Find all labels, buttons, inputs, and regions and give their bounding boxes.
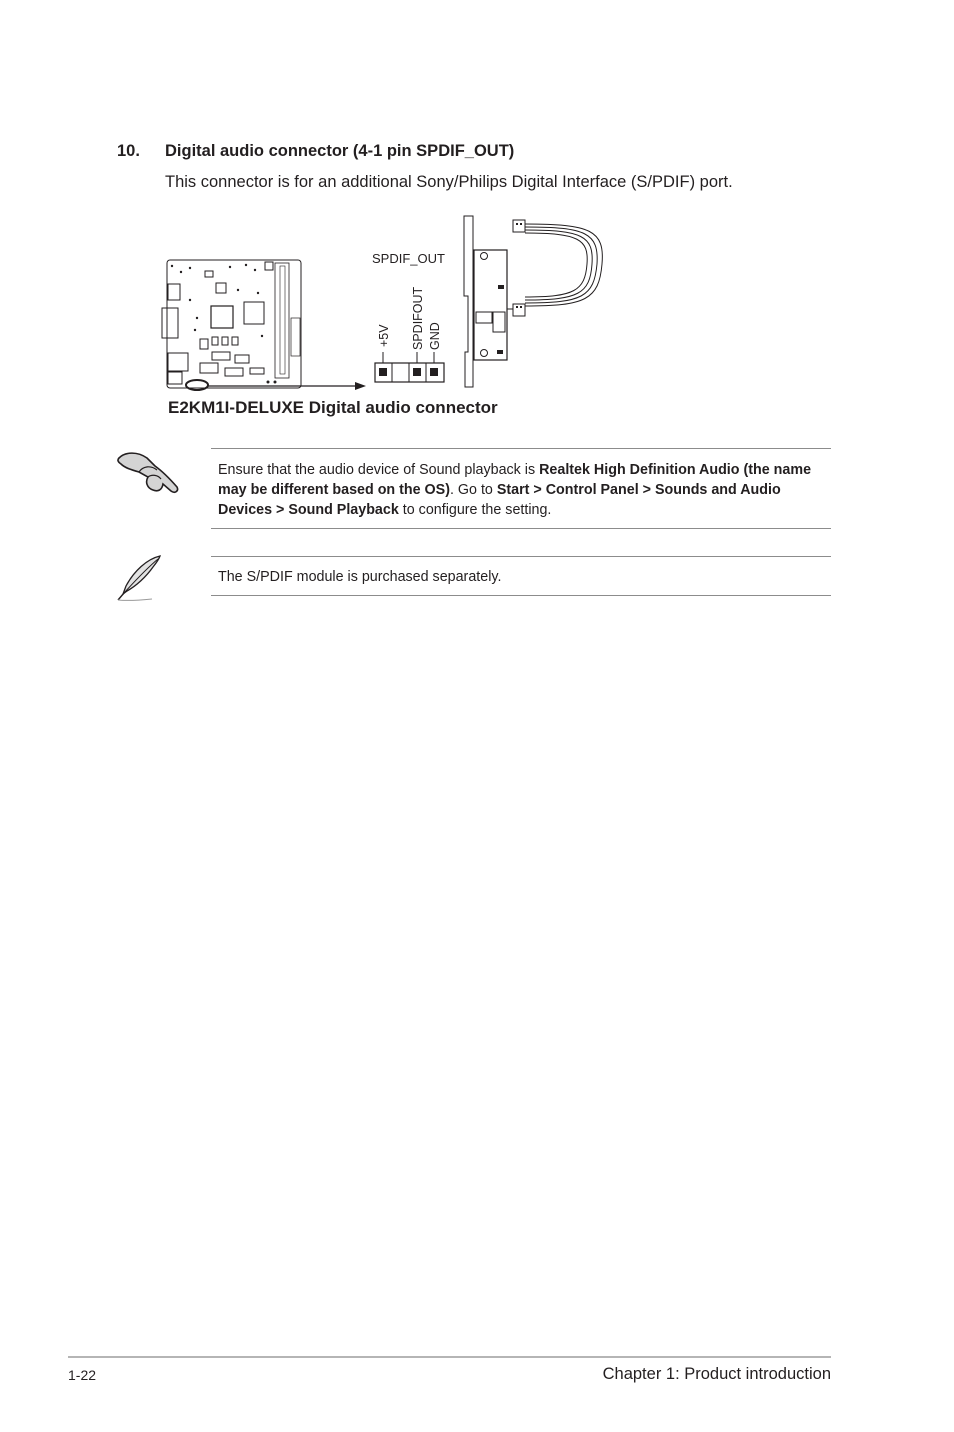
spdif-module-illustration — [464, 216, 602, 387]
caution-text-end: to configure the setting. — [398, 502, 552, 518]
info-top-rule — [211, 556, 831, 557]
caution-note-text — [218, 460, 818, 520]
note-top-rule — [211, 448, 831, 449]
module-details — [497, 223, 522, 354]
spdif-connector-label: SPDIF_OUT — [372, 251, 445, 266]
chapter-title: Chapter 1: Product introduction — [602, 1365, 831, 1383]
caution-text-goto: . Go to — [449, 482, 497, 498]
figure-caption: E2KM1I-DELUXE Digital audio connector — [168, 398, 498, 417]
arrow-head-icon — [355, 382, 366, 390]
caution-text-intro: Ensure that the audio device of Sound playback is — [218, 462, 540, 478]
connector-figure — [160, 212, 620, 392]
quill-note-icon — [114, 553, 164, 603]
pin-label-spdifout: SPDIFOUT — [411, 286, 425, 350]
caution-text-path: Start > Control Panel > Sounds and Audio Devices > Sound Playback — [218, 482, 781, 518]
info-bottom-rule — [211, 595, 831, 596]
note-bottom-rule — [211, 528, 831, 529]
motherboard-illustration — [162, 260, 301, 388]
footer-rule — [68, 1356, 831, 1358]
pin-header — [375, 352, 444, 382]
caution-text-audio-device: Realtek High Definition Audio (the name may be different based on the OS) — [218, 462, 812, 498]
section-title: Digital audio connector (4-1 pin SPDIF_OUT) — [165, 142, 515, 160]
section-number: 10. — [117, 142, 140, 160]
page-number: 1-22 — [68, 1367, 97, 1383]
pin-label-gnd: GND — [428, 322, 442, 350]
hand-caution-icon — [115, 448, 181, 498]
info-note-text: The S/PDIF module is purchased separately. — [218, 569, 502, 585]
pin-label-5v: +5V — [377, 324, 391, 347]
section-description: This connector is for an additional Sony/Philips Digital Interface (S/PDIF) port. — [165, 173, 733, 191]
